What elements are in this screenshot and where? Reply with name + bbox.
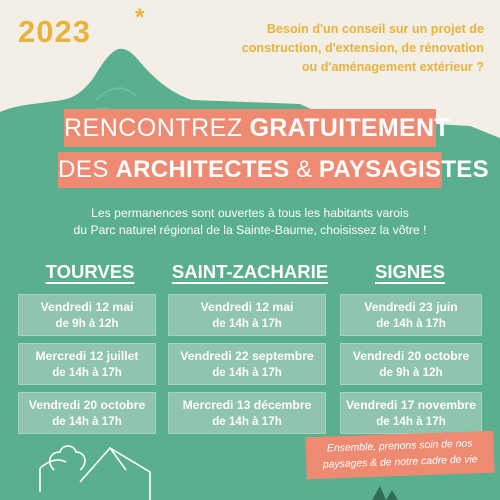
year-title: 2023 — [18, 14, 91, 49]
slot-day: Vendredi 12 mai — [200, 300, 294, 314]
town-header-saint-zacharie: SAINT-ZACHARIE — [171, 261, 329, 282]
banner-ampersand: & — [296, 156, 313, 183]
slot-time: de 14h à 17h — [212, 415, 282, 428]
slot-time: de 14h à 17h — [376, 415, 446, 428]
slot-tourves-3 — [18, 392, 156, 434]
slot-day: Mercredi 12 juillet — [35, 349, 139, 363]
intro-line: Les permanences sont ouvertes à tous les habitants varois — [91, 206, 409, 220]
slot-signes-1 — [340, 294, 482, 336]
banner-word: RENCONTREZ — [64, 114, 243, 142]
slot-day: Vendredi 22 septembre — [180, 349, 314, 363]
slot-time: de 9h à 12h — [55, 317, 119, 330]
slot-time: de 14h à 17h — [212, 317, 282, 330]
town-header-signes: SIGNES — [375, 261, 445, 282]
question-line: ou d'aménagement extérieur ? — [301, 60, 484, 74]
slot-tourves-2 — [18, 343, 156, 385]
intro-question — [194, 20, 484, 77]
banner-word-bold: PAYSAGISTES — [318, 156, 489, 183]
slot-saint-zacharie-1 — [168, 294, 326, 336]
slot-saint-zacharie-3 — [168, 392, 326, 434]
intro-text — [0, 205, 500, 239]
slot-day: Vendredi 17 novembre — [345, 398, 477, 412]
slogan-banner — [305, 431, 494, 480]
slot-time: de 14h à 17h — [52, 415, 122, 428]
slogan-line: Ensemble, prenons soin de nos — [326, 438, 473, 455]
slot-day: Mercredi 13 décembre — [182, 398, 312, 412]
banner-word-bold: GRATUITEMENT — [249, 114, 450, 142]
slogan-line: paysages & de notre cadre de vie — [322, 454, 478, 471]
banner-word: DES — [58, 156, 109, 183]
slot-signes-2 — [340, 343, 482, 385]
slot-tourves-1 — [18, 294, 156, 336]
slot-time: de 14h à 17h — [376, 317, 446, 330]
slot-day: Vendredi 23 juin — [364, 300, 458, 314]
question-line: Besoin d'un conseil sur un projet de — [266, 22, 484, 36]
slot-saint-zacharie-2 — [168, 343, 326, 385]
banner-word-bold: ARCHITECTES — [115, 156, 290, 183]
town-header-tourves: TOURVES — [45, 261, 135, 282]
slot-time: de 9h à 12h — [379, 366, 443, 379]
question-line: construction, d'extension, de rénovation — [241, 41, 484, 55]
slot-day: Vendredi 20 octobre — [352, 349, 470, 363]
intro-line: du Parc naturel régional de la Sainte-Baume, choisissez la vôtre ! — [73, 223, 427, 237]
slot-time: de 14h à 17h — [52, 366, 122, 379]
slot-signes-3 — [340, 392, 482, 434]
banner-line-2 — [58, 152, 489, 188]
slot-day: Vendredi 12 mai — [40, 300, 134, 314]
star-icon: * — [135, 4, 145, 31]
slot-day: Vendredi 20 octobre — [28, 398, 146, 412]
banner-line-1 — [64, 109, 450, 147]
slot-time: de 14h à 17h — [212, 366, 282, 379]
